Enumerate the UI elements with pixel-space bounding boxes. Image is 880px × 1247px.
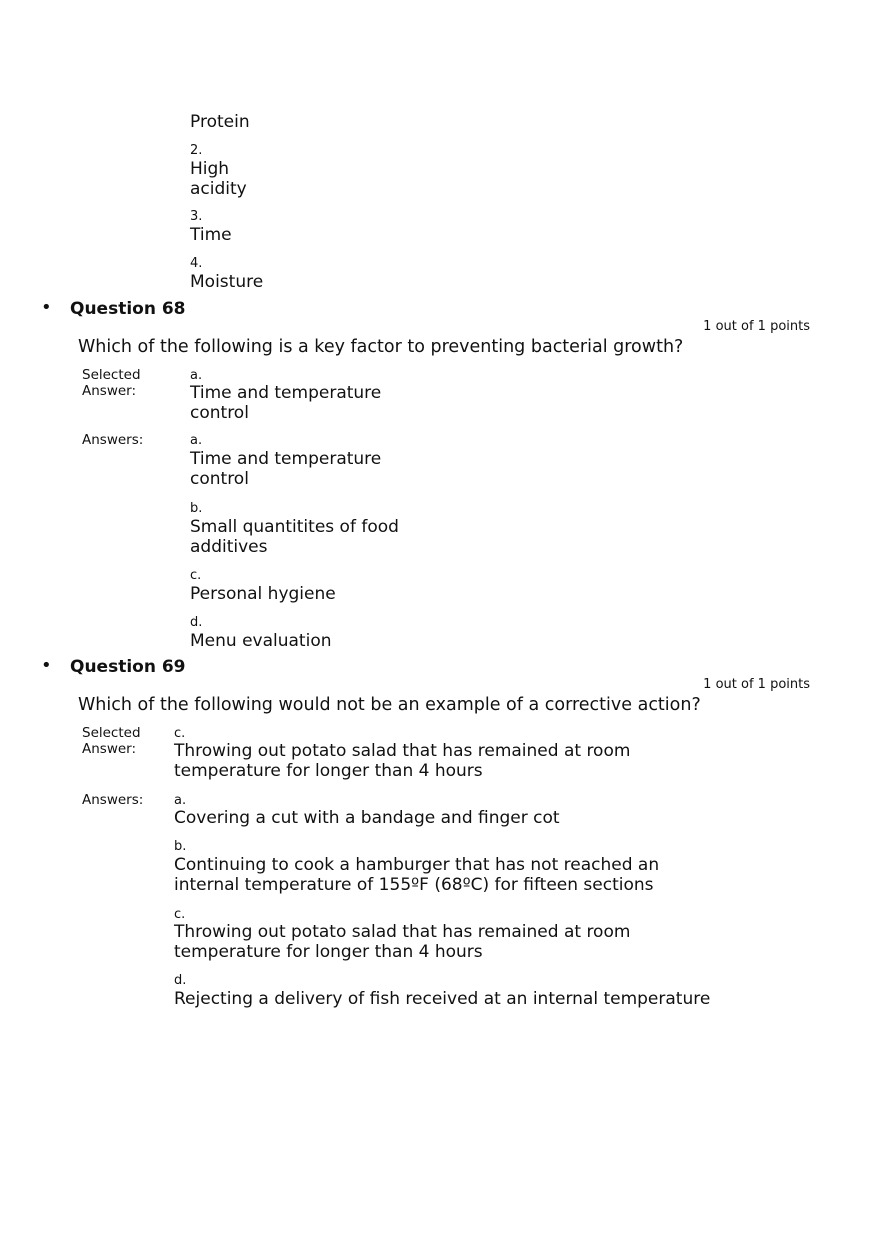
q69-answer-a-text: Covering a cut with a bandage and finger cot [174,808,560,828]
q69-points: 1 out of 1 points [703,677,810,692]
q68-title: Question 68 [70,299,186,319]
q69-selected-letter: c. [174,726,186,741]
q68-selected-text: Time and temperature control [190,383,382,423]
q68-bullet: • [41,297,52,318]
prev-answer-3-letter: 3. [190,209,203,224]
q68-answer-d-text: Menu evaluation [190,631,332,651]
q69-answer-a-letter: a. [174,793,187,808]
prev-answer-2-letter: 2. [190,143,203,158]
q69-selected-text: Throwing out potato salad that has remained at room temperature for longer than 4 hours [174,741,631,781]
q68-points: 1 out of 1 points [703,319,810,334]
q69-answer-d-text: Rejecting a delivery of fish received at an internal temperature [174,989,711,1009]
q69-answer-d-letter: d. [174,973,187,988]
prev-answer-4-letter: 4. [190,256,203,271]
q68-answer-c-text: Personal hygiene [190,584,336,604]
prev-answer-1-text: Protein [190,112,250,132]
q68-question-text: Which of the following is a key factor to preventing bacterial growth? [78,337,684,357]
q68-selected-answer-label: Selected Answer: [82,367,141,399]
q69-answer-c-letter: c. [174,907,186,922]
q68-answer-d-letter: d. [190,615,203,630]
q69-title: Question 69 [70,657,186,677]
q68-answer-b-letter: b. [190,501,203,516]
q68-answer-b-text: Small quantitites of food additives [190,517,399,557]
q69-bullet: • [41,655,52,676]
q68-answers-label: Answers: [82,432,144,448]
q68-answer-a-text: Time and temperature control [190,449,382,489]
q68-answer-c-letter: c. [190,568,202,583]
q69-answers-label: Answers: [82,792,144,808]
q68-selected-letter: a. [190,368,203,383]
q69-answer-b-text: Continuing to cook a hamburger that has not reached an internal temperature of 155ºF (68ºC) for fifteen sections [174,855,660,895]
q69-selected-answer-label: Selected Answer: [82,725,141,757]
q69-answer-b-letter: b. [174,839,187,854]
q69-question-text: Which of the following would not be an example of a corrective action? [78,695,701,715]
q69-answer-c-text: Throwing out potato salad that has remained at room temperature for longer than 4 hours [174,922,631,962]
prev-answer-2-text: High acidity [190,159,247,199]
q68-answer-a-letter: a. [190,433,203,448]
prev-answer-4-text: Moisture [190,272,264,292]
prev-answer-3-text: Time [190,225,232,245]
